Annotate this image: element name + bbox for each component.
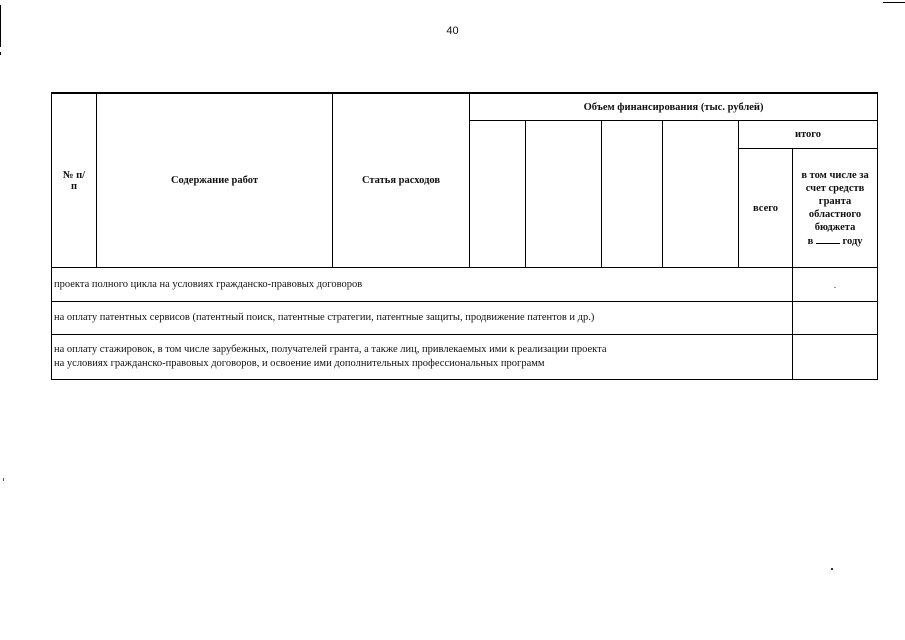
year-blank-line — [816, 234, 840, 244]
header-grant-year-suffix: году — [842, 235, 863, 247]
top-right-rule — [883, 2, 905, 3]
row-text: на оплату патентных сервисов (патентный поиск, патентные стратегии, патентные защиты, продвижение патентов и др.) — [52, 302, 793, 335]
row-text-line: на условиях гражданско-правовых договоров, и освоение ими дополнительных профессиональных программ — [54, 358, 545, 369]
header-financing: Объем финансирования (тыс. рублей) — [470, 93, 878, 121]
header-year-col — [526, 121, 602, 268]
header-grant — [793, 149, 878, 268]
row-grant-cell: . — [793, 268, 878, 302]
header-grant-text: в том числе за счет средств гранта областного бюджета — [801, 169, 869, 233]
table-row — [52, 302, 878, 335]
left-edge-mark — [0, 52, 1, 55]
row-text — [52, 335, 793, 380]
row-grant-cell — [793, 302, 878, 335]
header-year-col — [602, 121, 663, 268]
header-num: № п/п — [52, 93, 97, 268]
header-total-all: всего — [739, 149, 793, 268]
header-year-col — [663, 121, 739, 268]
scan-mark — [831, 568, 833, 570]
header-grant-year-prefix: в — [807, 235, 814, 247]
scan-mark — [3, 478, 4, 481]
table-row — [52, 335, 878, 380]
header-total-group: итого — [739, 121, 878, 149]
header-article: Статья расходов — [333, 93, 470, 268]
financing-table — [51, 92, 878, 380]
table-row — [52, 268, 878, 302]
row-text: проекта полного цикла на условиях гражданско-правовых договоров — [52, 268, 793, 302]
page-number: 40 — [446, 25, 459, 37]
header-year-col — [470, 121, 526, 268]
row-text-line: на оплату стажировок, в том числе зарубежных, получателей гранта, а также лиц, привлекаемых ими к реализации проекта — [54, 344, 607, 355]
row-grant-cell — [793, 335, 878, 380]
header-content: Содержание работ — [97, 93, 333, 268]
